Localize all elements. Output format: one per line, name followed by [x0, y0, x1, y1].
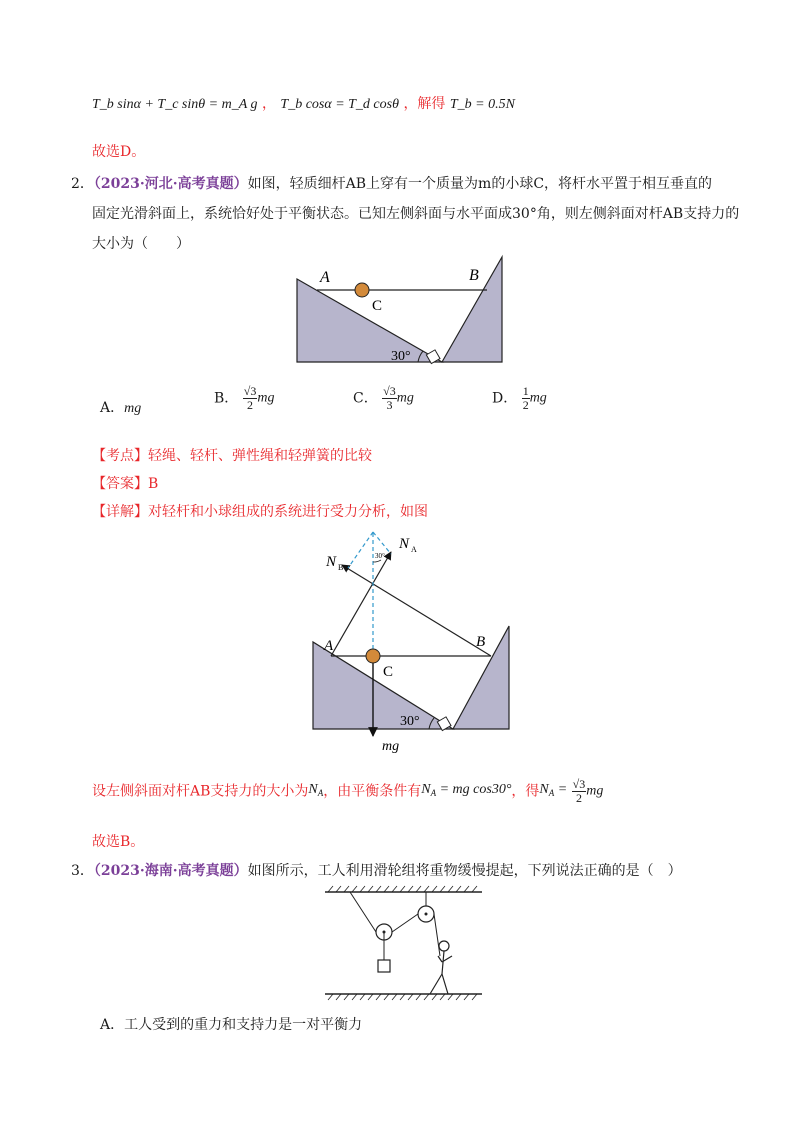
solution-na-letter: N	[308, 782, 318, 797]
label-a: A	[320, 269, 330, 286]
option-c-fraction	[382, 385, 397, 412]
option-b-fraction	[243, 385, 258, 412]
solution-result-na: $N_A$ =	[539, 782, 568, 798]
rope-anchor	[350, 892, 376, 932]
solution-res-na: N	[539, 782, 549, 797]
rope-middle	[392, 914, 418, 932]
ceiling-hatch	[328, 886, 477, 892]
dashed-right	[373, 532, 391, 554]
q2-option-c	[353, 385, 414, 412]
option-d-den: 2	[522, 398, 529, 412]
dashed-left	[348, 532, 373, 568]
floor-hatch	[328, 994, 477, 1000]
label-nb-sub: B	[338, 563, 344, 572]
solution-res-num: √3	[572, 777, 586, 791]
q2-figure	[290, 252, 510, 367]
label-mg: mg	[382, 739, 400, 754]
small-angle-arc	[373, 560, 381, 562]
q2-stem-line2: 固定光滑斜面上，系统恰好处于平衡状态。已知左侧斜面与水平面成30°角，则左侧斜面对杆AB支持力的	[92, 206, 740, 222]
q3-pulley-figure	[320, 884, 490, 1004]
q2-stem-line1	[71, 174, 712, 194]
option-a-text: mg	[124, 401, 142, 416]
label-na-sub: A	[411, 545, 417, 554]
q2-option-a	[100, 398, 141, 419]
label-nb: N	[326, 554, 337, 570]
q3-number: 3．	[71, 863, 94, 879]
formula-result: T_b = 0.5N	[449, 97, 515, 112]
left-slope-2	[313, 642, 453, 729]
option-b-tail: mg	[257, 390, 275, 406]
solution-na	[308, 782, 323, 797]
solution-eq-na: N	[421, 782, 431, 797]
option-d-fraction	[522, 385, 530, 412]
q3-stem-text: 如图所示，工人利用滑轮组将重物缓慢提起，下列说法正确的是（ ）	[247, 863, 682, 879]
fixed-pulley-axle	[425, 913, 428, 916]
option-a-letter: A．	[100, 400, 125, 416]
q2-stem-text1: 如图，轻质细杆AB上穿有一个质量为m的小球C，将杆水平置于相互垂直的	[247, 176, 713, 192]
formula-sep: ，	[261, 96, 276, 112]
q3-stem	[71, 861, 682, 881]
option-c-letter: C．	[353, 390, 378, 407]
q3-option-a: A．工人受到的重力和支持力是一对平衡力	[100, 1017, 363, 1033]
label-angle-2: 30°	[400, 714, 420, 729]
formula-result-prefix: ，解得	[403, 96, 446, 112]
q2-answer: 【答案】B	[92, 476, 159, 492]
worker-figure	[430, 941, 452, 994]
formula-eq2: T_b cosα = T_d cosθ	[280, 97, 399, 112]
q2-source: （2023·河北·高考真题）	[93, 176, 248, 192]
q2-detail-intro: 【详解】对轻杆和小球组成的系统进行受力分析，如图	[92, 504, 428, 520]
prev-conclusion: 故选D。	[92, 144, 146, 160]
label-c-2: C	[383, 664, 394, 680]
q2-force-figure	[300, 522, 520, 762]
force-nb-arrow	[342, 565, 491, 656]
option-d-letter: D．	[492, 390, 518, 407]
label-b-2: B	[476, 634, 486, 650]
option-d-num: 1	[522, 384, 529, 398]
q2-number: 2．	[71, 176, 94, 192]
solution-part1: 设左侧斜面对杆AB支持力的大小为	[92, 783, 309, 800]
q2-stem-line3: 大小为（ ）	[92, 236, 190, 252]
option-d-tail: mg	[529, 390, 547, 406]
option-b-letter: B．	[214, 390, 239, 407]
q2-conclusion: 故选B。	[92, 834, 145, 850]
ball-c-2	[366, 649, 380, 663]
small-angle-label: 30°	[375, 552, 385, 560]
formula-eq1: T_b sinα + T_c sinθ = m_A g	[92, 97, 258, 112]
top-formula	[92, 94, 515, 115]
label-c: C	[372, 298, 383, 314]
solution-eq-lhs	[421, 782, 511, 797]
solution-na-sub: A	[317, 788, 324, 798]
rope-to-worker	[434, 914, 440, 956]
label-b: B	[469, 267, 479, 284]
q2-solution	[92, 778, 603, 805]
label-na: N	[399, 536, 410, 552]
solution-part3: ，得	[511, 783, 540, 800]
option-c-den: 3	[386, 398, 393, 412]
weight-block	[378, 960, 390, 972]
left-slope	[297, 279, 442, 362]
option-b-num: √3	[243, 384, 257, 398]
solution-eq-na-sub: A	[430, 788, 437, 798]
solution-res-den: 2	[575, 791, 582, 805]
solution-res-tail: mg	[586, 783, 604, 799]
q2-option-d	[492, 385, 547, 412]
q2-option-b	[214, 385, 274, 412]
solution-res-na-sub: A	[548, 788, 555, 798]
label-angle: 30°	[391, 349, 411, 364]
solution-fraction	[572, 778, 587, 805]
label-a-2: A	[324, 638, 334, 654]
option-c-tail: mg	[396, 390, 414, 406]
option-b-den: 2	[247, 398, 254, 412]
solution-eq: = mg cos30°	[439, 782, 512, 797]
q3-source: （2023·海南·高考真题）	[93, 863, 248, 879]
solution-part2: ，由平衡条件有	[323, 783, 422, 800]
ball-c	[355, 283, 369, 297]
q2-kaodian: 【考点】轻绳、轻杆、弹性绳和轻弹簧的比较	[92, 448, 372, 464]
option-c-num: √3	[383, 384, 396, 398]
